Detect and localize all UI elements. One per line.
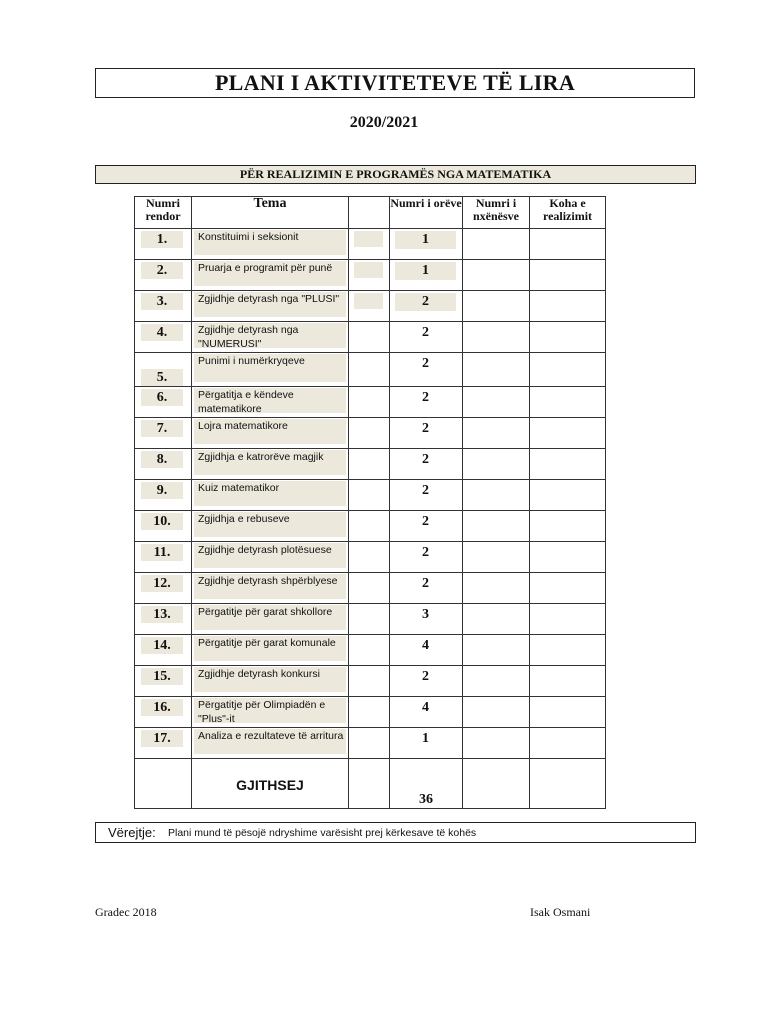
table-row (135, 542, 606, 573)
row-topic: Kuiz matematikor (194, 481, 346, 506)
row-number-cell (135, 697, 192, 728)
row-students-cell (463, 480, 530, 511)
row-hours-cell (390, 229, 463, 260)
row-gap-cell (349, 387, 390, 418)
table-row (135, 573, 606, 604)
row-number-cell (135, 573, 192, 604)
row-hours: 2 (422, 325, 429, 340)
row-hours-cell (390, 353, 463, 387)
row-hours-cell (390, 449, 463, 480)
row-time-cell (530, 353, 606, 387)
row-number: 7. (141, 420, 183, 437)
row-hours: 2 (422, 545, 429, 560)
row-number: 16. (141, 699, 183, 716)
row-number-cell (135, 291, 192, 322)
row-number-cell (135, 511, 192, 542)
row-hours-cell (390, 728, 463, 759)
note-label: Vërejtje: (108, 825, 156, 840)
row-number: 5. (141, 369, 183, 386)
row-students-cell (463, 728, 530, 759)
plan-subtitle: PËR REALIZIMIN E PROGRAMËS NGA MATEMATIKA (95, 165, 696, 184)
table-row (135, 449, 606, 480)
page-title: PLANI I AKTIVITETEVE TË LIRA (95, 68, 695, 98)
row-students-cell (463, 291, 530, 322)
row-number: 1. (141, 231, 183, 248)
row-hours: 1 (422, 731, 429, 746)
row-topic: Analiza e rezultateve të arritura (194, 729, 346, 754)
total-koha-cell (530, 759, 606, 809)
row-topic-cell (192, 387, 349, 418)
row-topic: Përgatitje për garat shkollore (194, 605, 346, 630)
table-row (135, 480, 606, 511)
total-value-cell (390, 759, 463, 809)
row-number-cell (135, 387, 192, 418)
row-gap-cell (349, 260, 390, 291)
row-gap-cell (349, 449, 390, 480)
total-label: GJITHSEJ (192, 759, 349, 809)
table-header-row (135, 197, 606, 229)
table-row (135, 353, 606, 387)
row-gap-cell (349, 604, 390, 635)
row-gap-cell (349, 322, 390, 353)
row-topic: Pruarja e programit për punë (194, 261, 346, 286)
row-topic-cell (192, 353, 349, 387)
row-topic-cell (192, 229, 349, 260)
row-number: 9. (141, 482, 183, 499)
row-number: 10. (141, 513, 183, 530)
row-topic-cell (192, 511, 349, 542)
row-hours-cell (390, 573, 463, 604)
row-topic: Konstituimi i seksionit (194, 230, 346, 255)
row-number-cell (135, 635, 192, 666)
row-students-cell (463, 353, 530, 387)
table-row (135, 666, 606, 697)
row-time-cell (530, 604, 606, 635)
header-nxenes: Numri i nxënësve (463, 197, 530, 229)
row-number: 12. (141, 575, 183, 592)
row-gap-shade (354, 231, 383, 247)
row-hours-cell (390, 480, 463, 511)
row-students-cell (463, 511, 530, 542)
row-number: 11. (141, 544, 183, 561)
row-topic: Zgjidhje detyrash plotësuese (194, 543, 346, 568)
row-number: 17. (141, 730, 183, 747)
row-time-cell (530, 728, 606, 759)
table-row (135, 260, 606, 291)
row-topic-cell (192, 604, 349, 635)
row-gap-cell (349, 353, 390, 387)
row-students-cell (463, 604, 530, 635)
row-topic-cell (192, 573, 349, 604)
row-topic: Zgjidhje detyrash konkursi (194, 667, 346, 692)
table-row (135, 604, 606, 635)
row-hours: 2 (395, 293, 456, 311)
row-gap-cell (349, 635, 390, 666)
header-nr: Numri rendor (135, 197, 192, 229)
row-students-cell (463, 387, 530, 418)
row-gap-shade (354, 293, 383, 309)
table-row (135, 291, 606, 322)
row-hours: 1 (395, 262, 456, 280)
row-number: 2. (141, 262, 183, 279)
row-hours: 4 (422, 638, 429, 653)
row-hours-cell (390, 635, 463, 666)
row-gap-cell (349, 542, 390, 573)
row-students-cell (463, 260, 530, 291)
row-topic-cell (192, 728, 349, 759)
row-number-cell (135, 666, 192, 697)
row-time-cell (530, 666, 606, 697)
row-hours-cell (390, 604, 463, 635)
row-hours: 2 (422, 576, 429, 591)
row-hours: 2 (422, 421, 429, 436)
row-number-cell (135, 480, 192, 511)
header-ore: Numri i orëve (390, 197, 463, 229)
row-topic: Përgatitja e këndeve matematikore (194, 388, 346, 413)
row-number-cell (135, 542, 192, 573)
row-topic: Zgjidhje detyrash nga "NUMERUSI" (194, 323, 346, 348)
row-gap-cell (349, 511, 390, 542)
table-row (135, 322, 606, 353)
row-gap-cell (349, 291, 390, 322)
row-topic-cell (192, 635, 349, 666)
note-text: Plani mund të pësojë ndryshime varësisht prej kërkesave të kohës (168, 827, 477, 839)
row-topic-cell (192, 666, 349, 697)
row-hours: 2 (422, 514, 429, 529)
row-topic: Punimi i numërkryqeve (194, 354, 346, 382)
row-time-cell (530, 229, 606, 260)
row-time-cell (530, 635, 606, 666)
row-hours: 4 (422, 700, 429, 715)
row-hours-cell (390, 291, 463, 322)
row-gap-cell (349, 697, 390, 728)
row-students-cell (463, 542, 530, 573)
row-hours: 3 (422, 607, 429, 622)
row-time-cell (530, 480, 606, 511)
row-gap-cell (349, 480, 390, 511)
row-students-cell (463, 418, 530, 449)
row-students-cell (463, 573, 530, 604)
row-hours-cell (390, 666, 463, 697)
school-year: 2020/2021 (349, 114, 419, 131)
total-row (135, 759, 606, 809)
row-number: 6. (141, 389, 183, 406)
table-row (135, 697, 606, 728)
row-topic: Zgjidhje detyrash nga "PLUSI" (194, 292, 346, 317)
row-gap-cell (349, 418, 390, 449)
row-students-cell (463, 322, 530, 353)
row-topic-cell (192, 542, 349, 573)
row-topic: Përgatitje për Olimpiadën e "Plus"-it (194, 698, 346, 723)
table-row (135, 635, 606, 666)
row-number-cell (135, 728, 192, 759)
row-time-cell (530, 260, 606, 291)
row-topic-cell (192, 291, 349, 322)
row-time-cell (530, 449, 606, 480)
row-students-cell (463, 697, 530, 728)
row-number: 15. (141, 668, 183, 685)
header-koha: Koha e realizimit (530, 197, 606, 229)
total-value: 36 (419, 792, 433, 807)
row-topic-cell (192, 697, 349, 728)
table-row (135, 728, 606, 759)
row-topic: Përgatitje për garat komunale (194, 636, 346, 661)
row-time-cell (530, 387, 606, 418)
total-gap-cell (349, 759, 390, 809)
row-gap-shade (354, 262, 383, 278)
row-hours-cell (390, 322, 463, 353)
table-row (135, 418, 606, 449)
row-number: 4. (141, 324, 183, 341)
note-box (95, 822, 696, 843)
header-gap (349, 197, 390, 229)
row-hours: 2 (422, 390, 429, 405)
row-topic-cell (192, 449, 349, 480)
row-students-cell (463, 229, 530, 260)
row-number-cell (135, 353, 192, 387)
row-hours-cell (390, 418, 463, 449)
row-hours-cell (390, 511, 463, 542)
row-hours-cell (390, 542, 463, 573)
row-time-cell (530, 573, 606, 604)
footer-author: Isak Osmani (530, 905, 591, 919)
row-time-cell (530, 291, 606, 322)
row-topic: Zgjidhje detyrash shpërblyese (194, 574, 346, 599)
row-hours-cell (390, 260, 463, 291)
row-number: 13. (141, 606, 183, 623)
row-students-cell (463, 635, 530, 666)
row-topic-cell (192, 322, 349, 353)
row-students-cell (463, 666, 530, 697)
row-topic: Zgjidhja e katrorëve magjik (194, 450, 346, 475)
row-hours-cell (390, 697, 463, 728)
row-gap-cell (349, 229, 390, 260)
row-number-cell (135, 260, 192, 291)
row-time-cell (530, 322, 606, 353)
row-number-cell (135, 449, 192, 480)
row-time-cell (530, 542, 606, 573)
total-nxenes-cell (463, 759, 530, 809)
row-number-cell (135, 604, 192, 635)
row-students-cell (463, 449, 530, 480)
row-hours-cell (390, 387, 463, 418)
row-topic-cell (192, 480, 349, 511)
row-number-cell (135, 322, 192, 353)
row-number-cell (135, 418, 192, 449)
row-hours: 2 (422, 356, 429, 371)
row-gap-cell (349, 666, 390, 697)
row-number: 14. (141, 637, 183, 654)
row-topic: Lojra matematikore (194, 419, 346, 444)
row-hours: 2 (422, 452, 429, 467)
total-nr-cell (135, 759, 192, 809)
row-hours: 1 (395, 231, 456, 249)
activities-table (134, 196, 606, 809)
row-hours: 2 (422, 669, 429, 684)
row-gap-cell (349, 728, 390, 759)
row-time-cell (530, 697, 606, 728)
table-row (135, 229, 606, 260)
table-row (135, 511, 606, 542)
header-tema: Tema (192, 197, 349, 229)
footer-place-date: Gradec 2018 (95, 905, 157, 919)
table-row (135, 387, 606, 418)
row-topic-cell (192, 418, 349, 449)
row-gap-cell (349, 573, 390, 604)
row-hours: 2 (422, 483, 429, 498)
row-time-cell (530, 418, 606, 449)
table-body (135, 229, 606, 759)
row-number-cell (135, 229, 192, 260)
row-number: 3. (141, 293, 183, 310)
row-topic-cell (192, 260, 349, 291)
row-number: 8. (141, 451, 183, 468)
row-topic: Zgjidhja e rebuseve (194, 512, 346, 537)
row-time-cell (530, 511, 606, 542)
